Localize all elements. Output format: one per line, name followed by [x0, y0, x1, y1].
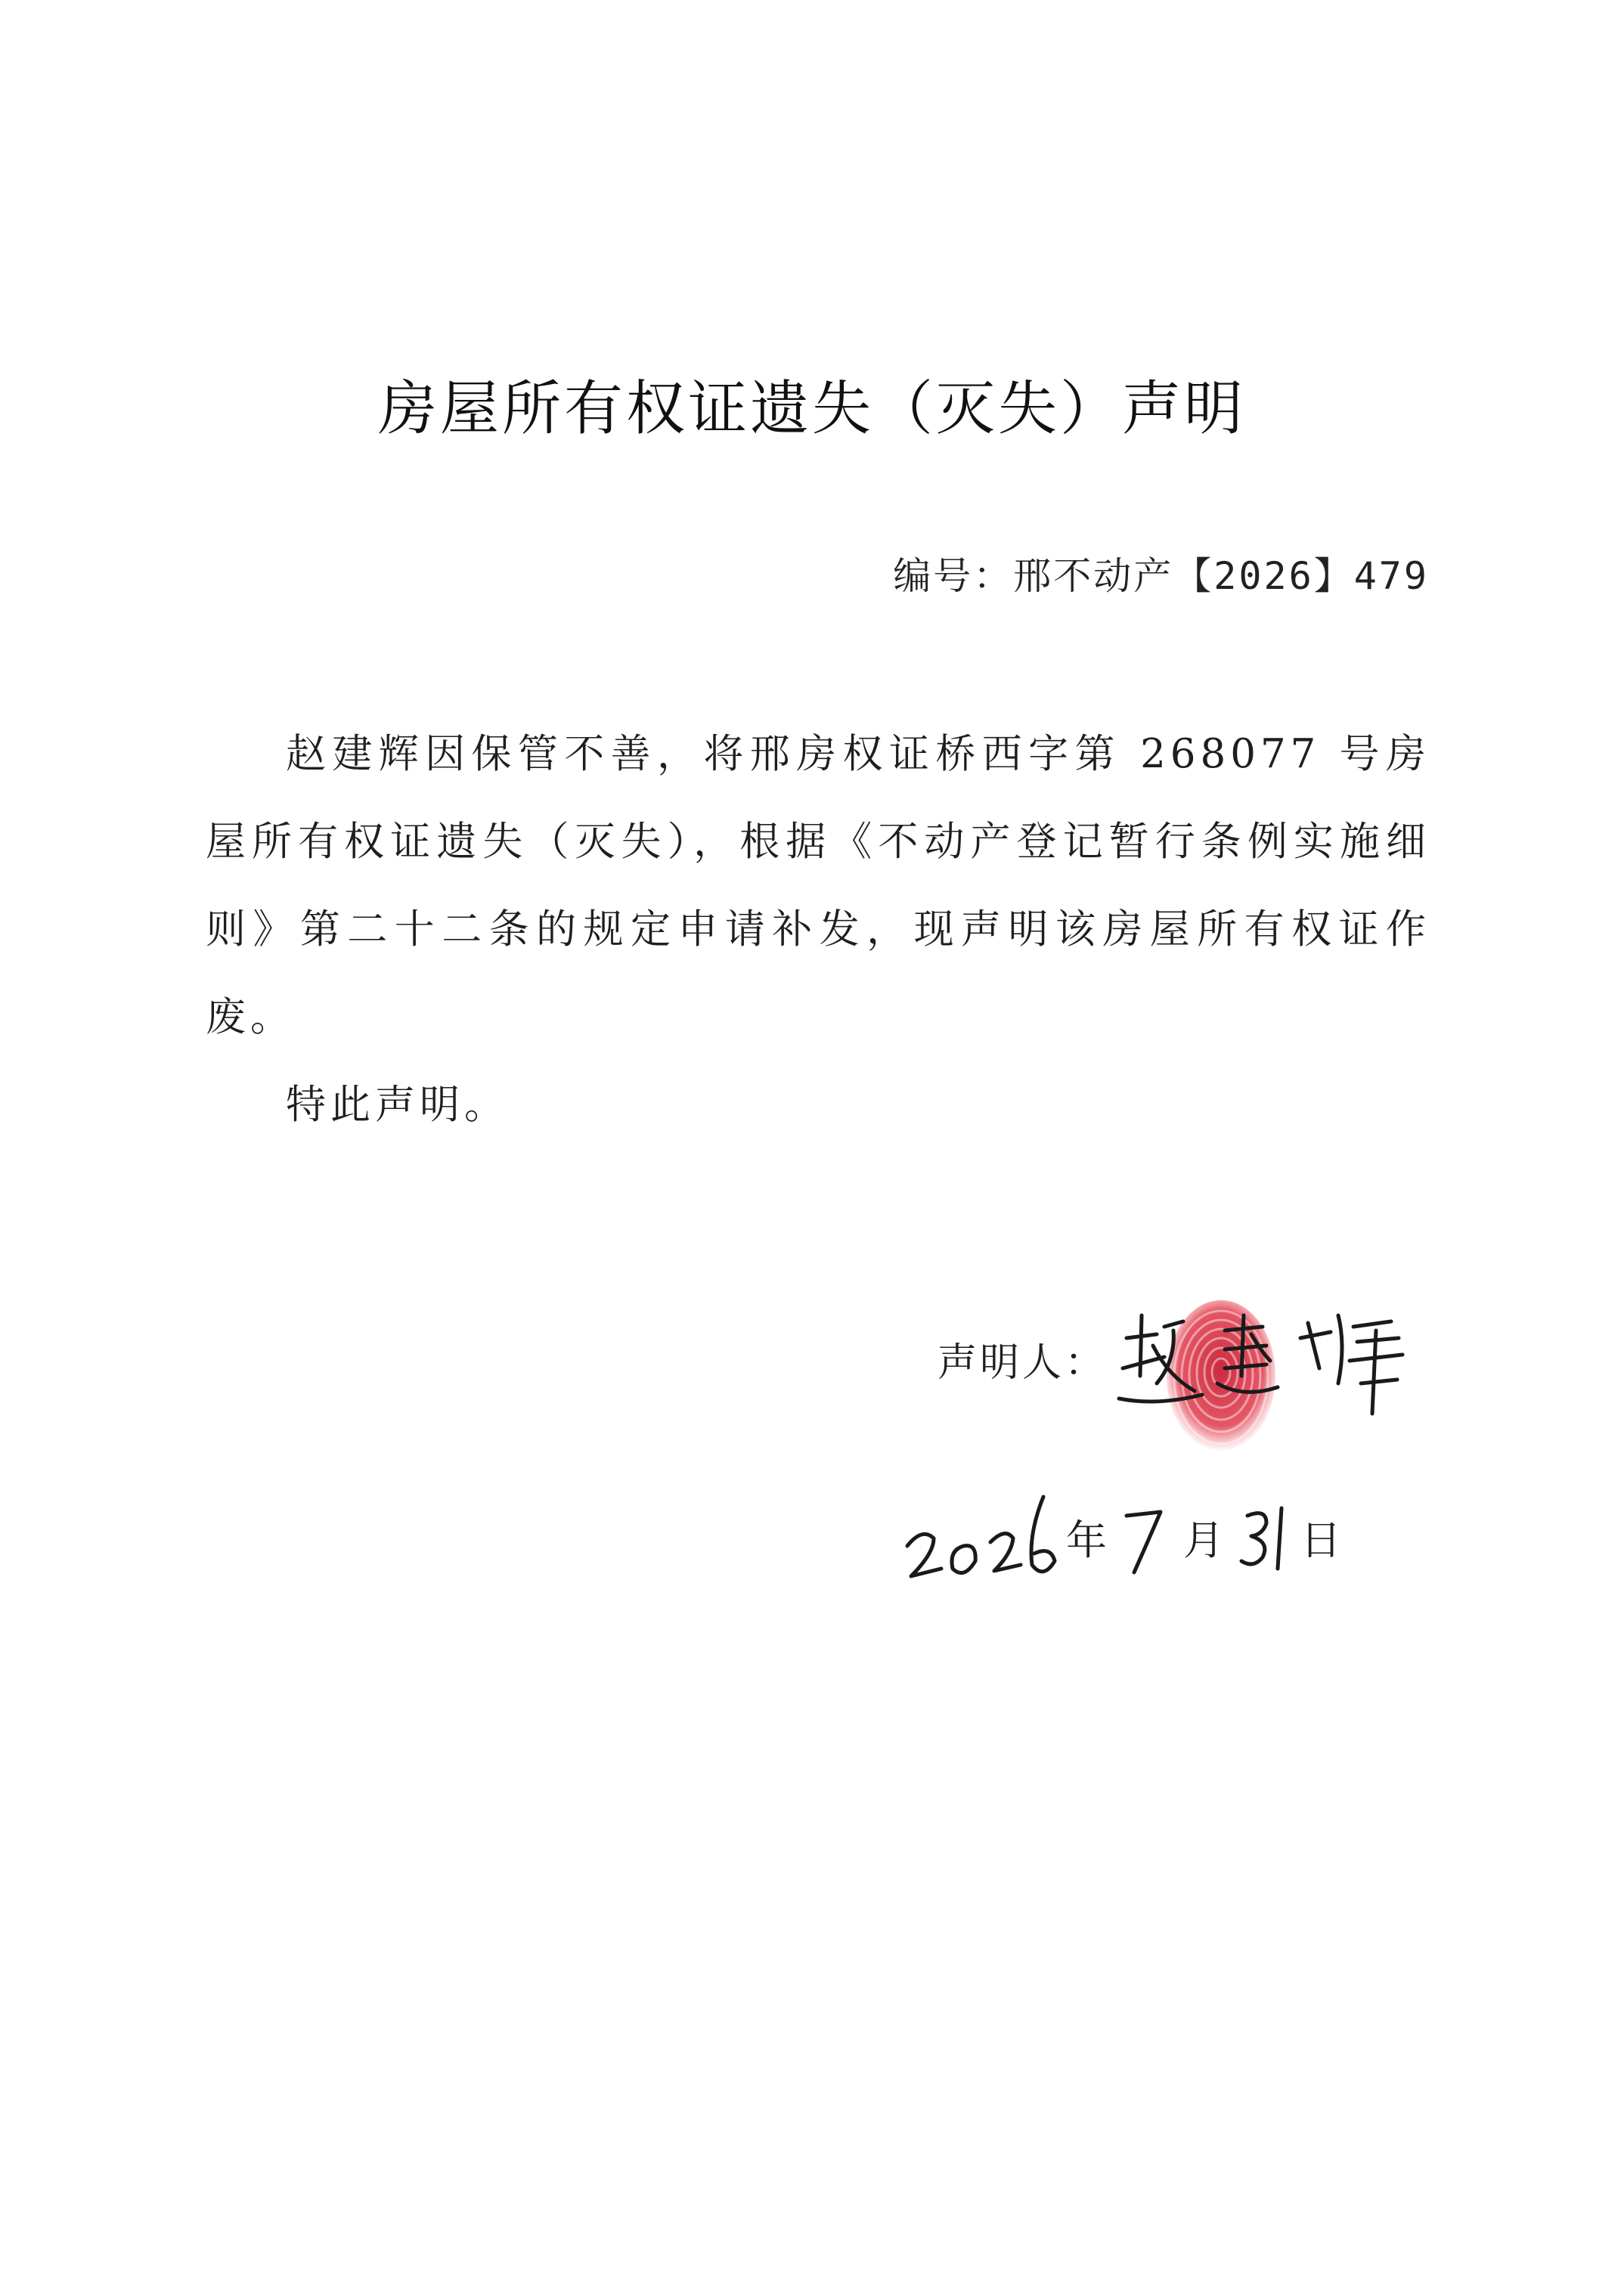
signature-block — [938, 1293, 1406, 1459]
date-block — [892, 1474, 1346, 1603]
closing-paragraph: 特此声明。 — [286, 1082, 509, 1128]
statement-body — [206, 711, 1430, 1149]
month-char: 月 — [1183, 1516, 1224, 1564]
handwritten-signature — [1111, 1285, 1429, 1429]
declarant-label: 声明人： — [938, 1340, 1108, 1386]
year-char: 年 — [1066, 1516, 1107, 1564]
statement-paragraph: 赵建辉因保管不善，将邢房权证桥西字第 268077 号房屋所有权证遗失（灭失），根据《不动产登记暂行条例实施细则》第二十二条的规定申请补发，现声明该房屋所有权证作废。 — [206, 731, 1430, 1040]
day-char: 日 — [1300, 1516, 1341, 1564]
page-title: 房屋所有权证遗失（灭失）声明 — [377, 375, 1246, 443]
handwritten-date — [892, 1474, 1346, 1603]
document-number: 编号：邢不动产【2026】479 — [893, 554, 1429, 598]
